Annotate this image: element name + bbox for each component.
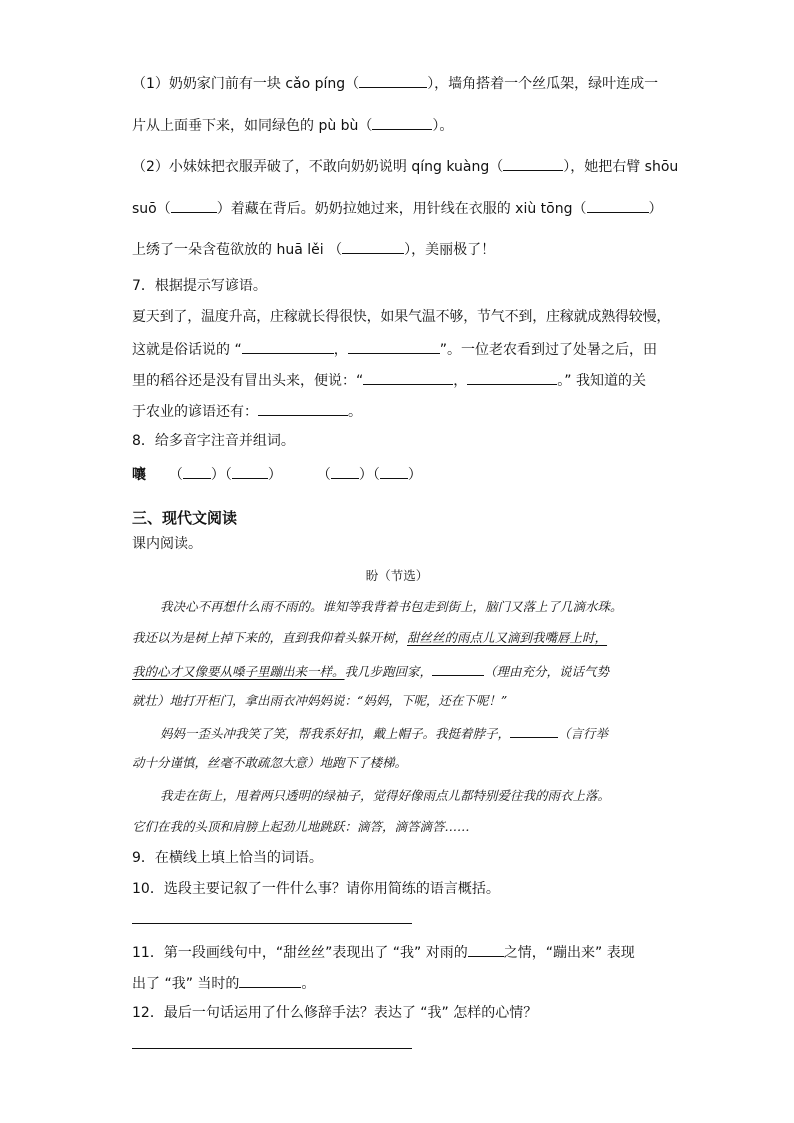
passage-text: 我几步跑回家， [344, 664, 433, 679]
answer-blank[interactable] [503, 155, 563, 171]
q6-text: ），她把右臂 shōu [563, 159, 679, 175]
q12-text: 12．最后一句话运用了什么修辞手法？表达了 “我” 怎样的心情？ [132, 1005, 538, 1021]
passage-text: （言行举 [558, 726, 609, 741]
q6-text: 上绣了一朵含苞欲放的 huā lěi （ [132, 242, 343, 258]
q11-line-1 [132, 941, 635, 963]
q6-line-5 [132, 238, 495, 260]
q7-text: 里的稻谷还是没有冒出头来，便说：“ [132, 373, 364, 389]
q6-text: （2）小妹妹把衣服弄破了，不敢向奶奶说明 qíng kuàng（ [132, 159, 504, 175]
underlined-sentence: 我的心才又像要从嗓子里蹦出来一样。 [132, 664, 345, 679]
polyphone-char: 嚷 [132, 467, 146, 483]
answer-blank[interactable] [242, 338, 334, 354]
q8-title: 8．给多音字注音并组词。 [132, 433, 295, 449]
q8-row [132, 463, 422, 485]
passage-p1-line4: 就壮）地打开柜门，拿出雨衣冲妈妈说：“妈妈，下呢，还在下呢！” [132, 693, 508, 708]
q11-line-2 [132, 972, 315, 994]
q7-line-4 [132, 400, 362, 422]
passage-p1-line1: 我决心不再想什么雨不雨的。谁知等我背着书包走到街上，脑门又落上了几滴水珠。 [160, 599, 623, 614]
q6-text: ）。 [432, 118, 454, 134]
q6-line-2 [132, 114, 453, 136]
q6-line-4 [132, 197, 663, 219]
q7-paragraph-1: 夏天到了，温度升高，庄稼就长得很快，如果气温不够，节气不到，庄稼就成熟得较慢， [132, 309, 671, 325]
q7-text: ， [453, 373, 468, 389]
q12-answer-line[interactable] [132, 1048, 412, 1049]
pinyin-blank[interactable] [331, 463, 359, 479]
q6-text: ） [648, 201, 663, 217]
q9-text: 9．在横线上填上恰当的词语。 [132, 850, 323, 866]
q6-line-3 [132, 155, 678, 177]
paren: （ [316, 467, 331, 483]
q7-text: ， [333, 342, 348, 358]
q10-text: 10．选段主要记叙了一件什么事？请你用简练的语言概括。 [132, 881, 500, 897]
passage-text: （理由充分，说话气势 [484, 664, 610, 679]
answer-blank[interactable] [348, 338, 440, 354]
q7-text: 这就是俗话说的 “ [132, 342, 242, 358]
paren: ） [358, 467, 373, 483]
idiom-blank[interactable] [510, 722, 558, 738]
answer-blank[interactable] [372, 114, 432, 130]
answer-blank[interactable] [467, 369, 557, 385]
idiom-blank[interactable] [432, 660, 484, 676]
q7-title: 7．根据提示写谚语。 [132, 278, 267, 294]
paren: （ [168, 467, 183, 483]
section-heading: 三、现代文阅读 [132, 509, 238, 527]
section-subtitle: 课内阅读。 [132, 536, 202, 552]
q6-text: 片从上面垂下来，如同绿色的 pù bù（ [132, 118, 373, 134]
passage-p2-line2: 动十分谨慎，丝毫不敢疏忽大意）地跑下了楼梯。 [132, 755, 408, 770]
paren: ） [267, 467, 282, 483]
passage-text: 妈妈一歪头冲我笑了笑，帮我系好扣，戴上帽子。我挺着脖子， [160, 726, 511, 741]
answer-blank[interactable] [468, 941, 504, 957]
answer-blank[interactable] [171, 197, 217, 213]
q11-text: 。 [301, 976, 316, 992]
passage-p2-line1 [160, 722, 608, 744]
q6-text: ）着藏在背后。奶奶拉她过来，用针线在衣服的 xiù tōng（ [216, 201, 587, 217]
paren: （ [224, 467, 232, 483]
q6-text: ），美丽极了！ [404, 242, 496, 258]
passage-p1-line3 [132, 660, 609, 682]
q7-text: 。” 我知道的关 [557, 373, 646, 389]
paren: （ [372, 467, 380, 483]
pinyin-blank[interactable] [183, 463, 211, 479]
answer-blank[interactable] [258, 400, 348, 416]
answer-blank[interactable] [359, 72, 427, 88]
q6-text: （1）奶奶家门前有一块 cǎo píng（ [132, 76, 360, 92]
underlined-sentence: 甜丝丝的雨点儿又滴到我嘴唇上时， [407, 630, 608, 645]
q7-line-3 [132, 369, 646, 391]
passage-p3-line1: 我走在街上，甩着两只透明的绿袖子，觉得好像雨点儿都特别爱往我的雨衣上落。 [160, 788, 611, 803]
q10-answer-line[interactable] [132, 923, 412, 924]
q11-text: 之情，“蹦出来” 表现 [503, 945, 635, 961]
paren: ） [407, 467, 422, 483]
passage-p3-line2: 它们在我的头顶和肩膀上起劲儿地跳跃：滴答，滴答滴答…… [132, 819, 470, 834]
passage-p1-line2 [132, 628, 607, 648]
answer-blank[interactable] [342, 238, 404, 254]
q11-text: 出了 “我” 当时的 [132, 976, 240, 992]
q7-line-2 [132, 338, 657, 360]
q6-text: suō（ [132, 201, 171, 217]
word-blank[interactable] [380, 463, 408, 479]
q6-line-1 [132, 72, 658, 94]
passage-text: 我还以为是树上掉下来的，直到我仰着头躲开树， [132, 630, 408, 645]
q7-text: ”。一位老农看到过了处暑之后，田 [439, 342, 657, 358]
word-blank[interactable] [232, 463, 268, 479]
q6-text: ），墙角搭着一个丝瓜架，绿叶连成一 [427, 76, 659, 92]
paren: ） [210, 467, 225, 483]
q7-text: 于农业的谚语还有： [132, 404, 258, 420]
q11-text: 11．第一段画线句中，“甜丝丝”表现出了 “我” 对雨的 [132, 945, 468, 961]
answer-blank[interactable] [239, 972, 301, 988]
passage-title: 盼（节选） [365, 568, 429, 583]
answer-blank[interactable] [363, 369, 453, 385]
q7-text: 。 [348, 404, 362, 420]
answer-blank[interactable] [587, 197, 649, 213]
